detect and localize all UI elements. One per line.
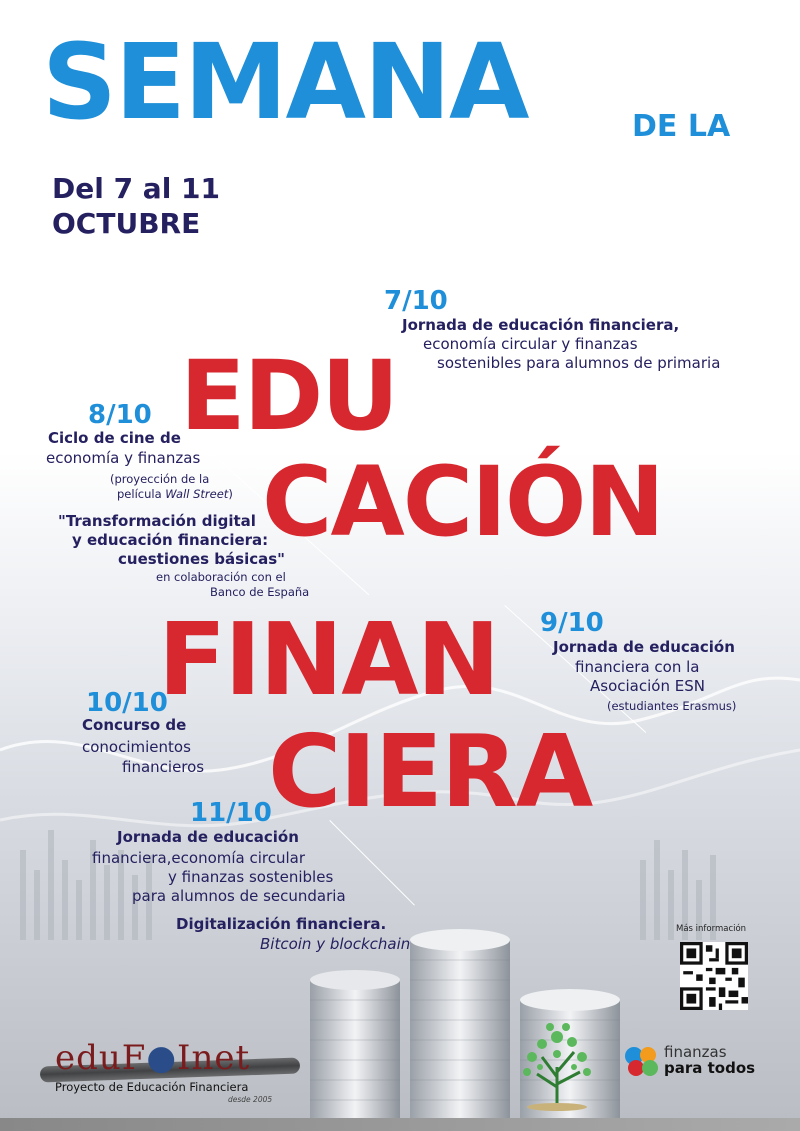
headline-edu: EDU bbox=[180, 340, 398, 452]
event-9-10-line2: financiera con la bbox=[575, 658, 700, 676]
event-date-9-10: 9/10 bbox=[540, 608, 604, 638]
event-8-10-talk-line1: "Transformación digital bbox=[58, 512, 256, 530]
event-10-10-title: Concurso de bbox=[82, 716, 187, 734]
event-11-10-line5: Digitalización financiera. bbox=[176, 915, 387, 933]
event-date-8-10: 8/10 bbox=[88, 400, 152, 430]
event-8-10-talk-line2: y educación financiera: bbox=[72, 531, 269, 549]
date-range-line-1: Del 7 al 11 bbox=[52, 172, 221, 205]
date-range bbox=[52, 172, 220, 241]
date-range-line-2: OCTUBRE bbox=[52, 206, 201, 240]
edufinet-since: desde 2005 bbox=[228, 1095, 273, 1104]
event-11-10-line6: Bitcoin y blockchain bbox=[260, 935, 411, 953]
event-7-10-line3: sostenibles para alumnos de primaria bbox=[437, 354, 721, 372]
qr-code[interactable] bbox=[680, 942, 748, 1010]
event-date-10-10: 10/10 bbox=[86, 688, 168, 718]
event-8-10-title: Ciclo de cine de bbox=[48, 429, 181, 447]
edufinet-logo-text-2: ● bbox=[146, 1038, 178, 1078]
event-10-10-line3: financieros bbox=[122, 758, 205, 776]
event-8-10-line4b: Wall Street bbox=[165, 487, 229, 501]
fpt-line2: para todos bbox=[664, 1058, 756, 1077]
event-8-10-line4c: ) bbox=[228, 487, 233, 501]
bottom-bar bbox=[0, 1118, 800, 1131]
headline-cacion: CACIÓN bbox=[262, 446, 663, 558]
edufinet-subtitle: Proyecto de Educación Financiera bbox=[55, 1080, 249, 1094]
event-9-10-title: Jornada de educación bbox=[553, 638, 735, 656]
event-8-10-line3: (proyección de la bbox=[110, 472, 210, 486]
event-9-10-line3: Asociación ESN bbox=[590, 677, 705, 695]
qr-caption: Más información bbox=[676, 924, 747, 934]
title-main: SEMANA bbox=[42, 21, 528, 143]
event-8-10-talk-line3: cuestiones básicas" bbox=[118, 550, 285, 568]
event-11-10-line2: financiera,economía circular bbox=[92, 849, 306, 867]
edufinet-logo bbox=[55, 1038, 250, 1078]
finanzas-para-todos-logo bbox=[664, 1045, 755, 1077]
event-11-10-title: Jornada de educación bbox=[117, 828, 299, 846]
event-8-10-line9: Banco de España bbox=[210, 585, 310, 599]
tree-logo-icon bbox=[512, 1012, 602, 1112]
event-11-10-line4: para alumnos de secundaria bbox=[132, 887, 346, 905]
event-10-10-line2: conocimientos bbox=[82, 738, 191, 756]
event-8-10-line4a: película bbox=[117, 487, 166, 501]
event-date-11-10: 11/10 bbox=[190, 798, 272, 828]
edufinet-logo-text-1: eduF bbox=[55, 1038, 147, 1078]
event-8-10-line8: en colaboración con el bbox=[156, 570, 286, 584]
event-9-10-line4: (estudiantes Erasmus) bbox=[607, 699, 737, 713]
event-7-10-title: Jornada de educación financiera, bbox=[402, 316, 680, 334]
event-11-10-line3: y finanzas sostenibles bbox=[168, 868, 334, 886]
title-connector: DE LA bbox=[632, 109, 731, 144]
event-7-10-line2: economía circular y finanzas bbox=[423, 335, 638, 353]
event-date-7-10: 7/10 bbox=[384, 286, 448, 316]
edufinet-logo-text-3: Inet bbox=[177, 1038, 251, 1078]
finanzas-para-todos-icon bbox=[622, 1044, 662, 1078]
headline-finan: FINAN bbox=[158, 601, 499, 718]
event-8-10-line4 bbox=[117, 487, 233, 501]
event-8-10-line2: economía y finanzas bbox=[46, 449, 201, 467]
fpt-line1: finanzas bbox=[664, 1043, 727, 1061]
headline-ciera: CIERA bbox=[268, 713, 592, 830]
